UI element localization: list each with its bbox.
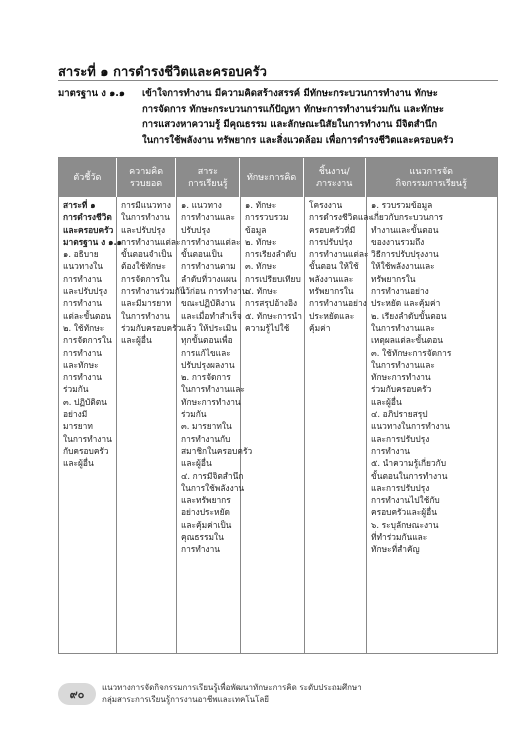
cell-line: ๑. ทักษะ [245,200,277,210]
cell-line: ๔. อภิปรายสรุป [371,409,428,420]
cell-line: กับครอบครัว [63,445,109,456]
cell-line: การทำงานแต่ละ [121,236,181,247]
cell-line: การทำงานแต่ละ [181,236,241,247]
cell-line: การทำงาน [63,273,103,284]
cell-line: การทำงานแต่ละ [309,249,369,260]
cell-line: ข้อมูล [245,224,267,235]
cell-line: และทรัพยากร [181,495,231,506]
cell-line: ปรับปรุงผลงาน [181,359,235,370]
cell-line: สาระที่ ๑ [63,200,96,210]
cell-line: แนวทางในการทำงาน [371,421,450,432]
table-body-row [59,197,497,653]
cell-line: สมาชิกในครอบครัว [181,445,253,456]
header-line: แนวการจัด [409,166,454,177]
cell-line: ร่วมกับครอบครัว [121,322,182,333]
footer-caption [102,682,502,706]
cell-line: และการปรับปรุง [371,482,430,493]
cell-line: และผู้อื่น [121,335,152,346]
cell-line: ทุกขั้นตอนเพื่อ [181,335,233,346]
cell-line: แล้ว ให้ประเมิน [181,322,237,333]
table-header-row [59,158,497,197]
header-concept [117,158,177,197]
cell-line: ประหยัดและ [309,310,355,321]
cell-line: การเรียงลำดับ [245,249,297,260]
cell-line: ๓. ใช้ทักษะการจัดการ [371,347,452,358]
cell-concept [117,197,186,653]
cell-line: ๑. รวบรวมข้อมูล [371,200,433,210]
cell-line: ที่ทำร่วมกันและ [371,532,428,543]
header-thinking-skills [240,158,304,197]
cell-line: การแก้ไขและ [181,347,231,358]
cell-line: การทำงานกับ [181,433,231,444]
cell-line: ๒. การจัดการ [181,372,231,383]
cell-line: ๑. อธิบาย [63,249,99,260]
cell-line: การมีแนวทาง [121,200,171,210]
cell-line: ของงานรวมถึง [371,236,425,247]
cell-line: คุณธรรมใน [181,532,224,543]
cell-line: ขั้นตอนเป็น [181,249,223,260]
header-line: กิจกรรมการเรียนรู้ [395,178,467,189]
cell-line: ๒. เรียงลำดับขั้นตอน [371,310,447,321]
standard-description [142,86,498,148]
cell-line: การเปรียบเทียบ [245,273,301,284]
page-title: สาระที่ ๑ การดำรงชีวิตและครอบครัว [58,65,267,80]
cell-line: ๕. นำความรู้เกี่ยวกับ [371,458,447,469]
cell-line: และครอบครัว [63,224,114,235]
cell-line: พลังงานและ [309,273,354,284]
cell-content [177,197,253,653]
header-line: ภาระงาน [316,178,353,189]
cell-line: การทำงาน [371,445,411,456]
title-divider [58,80,498,81]
header-indicators [59,158,117,197]
cell-line: ๒. ใช้ทักษะ [63,322,105,333]
cell-line: และทักษะ [63,359,99,370]
cell-line: การสรุปอ้างอิง [245,298,298,309]
cell-line: ต้องใช้ทักษะ [121,261,166,272]
cell-line: ๓. ทักษะ [245,261,277,272]
cell-line: ลำดับที่วางแผน [181,273,237,284]
cell-indicators [59,197,122,653]
cell-line: ในการทำงานและ [371,322,435,333]
cell-line: ในการทำงานและ [371,359,435,370]
cell-line: ร่วมกับครอบครัว [371,384,432,395]
cell-line: การจัดการใน [63,335,112,346]
cell-line: ในการทำงาน [63,433,112,444]
cell-line: ๓. มารยาทใน [181,421,232,432]
cell-line: การทำงานและ [181,212,236,223]
header-line: รวบยอด [130,178,163,189]
cell-line: ขณะปฏิบัติงาน [181,298,236,309]
cell-line: อย่างมี [63,409,88,420]
cell-line: ทักษะการทำงาน [371,372,431,383]
cell-line: ทักษะการทำงาน [181,396,241,407]
cell-line: การจัดการใน [121,273,170,284]
cell-line: และการปรับปรุง [371,433,430,444]
cell-line: การดำรงชีวิตและ [309,212,373,223]
cell-line: การทำงาน [181,544,221,555]
cell-line: ครอบครัวที่มี [309,224,356,235]
cell-line: ทำงานและขั้นตอน [371,224,439,235]
cell-line: และผู้อื่น [181,458,212,469]
cell-line: ๔. ทักษะ [245,286,278,297]
cell-line: อย่างประหยัด [181,507,230,518]
standard-label: มาตรฐาน ง ๑.๑ [58,88,125,99]
cell-line: โครงงาน [309,200,343,210]
header-line: ตัวชี้วัด [73,172,102,183]
cell-line: ปรับปรุง [181,224,211,235]
cell-line: การทำงานไปใช้กับ [371,495,440,506]
cell-line: ๖. ระบุลักษณะงาน [371,519,439,530]
cell-line: ๓. ปฏิบัติตน [63,396,107,407]
cell-line: และคุ้มค่าเป็น [181,519,232,530]
cell-line: ๔. การมีจิตสำนึก [181,470,244,481]
cell-line: ทรัพยากรใน [309,286,354,297]
cell-line: และเมื่อทำสำเร็จ [181,310,242,321]
cell-line: การทำงาน [63,372,103,383]
cell-line: และผู้อื่น [63,458,94,469]
cell-line: และมีมารยาท [121,298,172,309]
cell-line: มาตรฐาน ง ๑.๑ [63,236,122,247]
curriculum-table [58,157,498,654]
standard-line: เข้าใจการทำงาน มีความคิดสร้างสรรค์ มีทักษะกระบวนการทำงาน ทักษะ [142,88,438,99]
cell-line: การทำงาน [63,298,103,309]
cell-line: ๒. ทักษะ [245,236,277,247]
cell-line: และปรับปรุง [121,224,166,235]
footer-line: กลุ่มสาระการเรียนรู้การงานอาชีพและเทคโนโลยี [102,695,269,704]
cell-line: ครอบครัวและผู้อื่น [371,507,437,518]
cell-line: เกี่ยวกับกระบวนการ [371,212,444,223]
cell-line: การทำงานอย่าง [309,298,367,309]
cell-line: การทำงานอย่าง [371,286,429,297]
cell-line: ร่วมกัน [181,409,207,420]
standard-line: การแสวงหาความรู้ มีคุณธรรม และลักษณะนิสัยในการทำงาน มีจิตสำนึก [142,119,438,130]
cell-line: เหตุผลแต่ละขั้นตอน [371,335,443,346]
header-content [176,158,240,197]
standard-line: ในการใช้พลังงาน ทรัพยากร และสิ่งแวดล้อม เพื่อการดำรงชีวิตและครอบครัว [142,134,454,146]
cell-line: การดำรงชีวิต [63,212,112,223]
cell-line: ๑. แนวทาง [181,200,222,210]
cell-line: ให้ใช้พลังงานและ [371,261,435,272]
cell-line: ขั้นตอนจำเป็น [121,249,173,260]
cell-line: แต่ละขั้นตอน [63,310,112,321]
cell-line: ประหยัด และคุ้มค่า [371,298,441,309]
cell-line: ทรัพยากรใน [371,273,416,284]
header-line: สาระ [197,166,218,177]
cell-line: ในการทำงาน [121,310,170,321]
cell-line: การปรับปรุง [309,236,353,247]
cell-thinking-skills [241,197,305,653]
cell-line: และปรับปรุง [63,286,108,297]
cell-line: และผู้อื่น [371,396,402,407]
header-line: การเรียนรู้ [188,178,228,189]
cell-line: ในการทำงาน [121,212,170,223]
cell-line: ๕. ทักษะการนำ [245,310,302,321]
header-line: ความคิด [129,166,164,177]
cell-line: การรวบรวม [245,212,289,223]
header-workpiece [304,158,366,197]
cell-line: ทักษะที่สำคัญ [371,544,420,555]
footer-line: แนวทางการจัดกิจกรรมการเรียนรู้เพื่อพัฒนาทักษะการคิด ระดับประถมศึกษา [102,683,362,692]
cell-line: ในการทำงานและ [181,384,245,395]
header-activities [366,158,497,197]
header-line: ทักษะการคิด [246,172,297,183]
cell-line: ในการใช้พลังงาน [181,482,245,493]
cell-line: การทำงาน [63,347,103,358]
header-line: ชิ้นงาน/ [318,166,350,177]
cell-line: การทำงานร่วมกัน [121,286,186,297]
cell-line: แนวทางใน [63,261,103,272]
cell-workpiece [305,197,373,653]
cell-line: คุ้มค่า [309,322,331,333]
cell-line: ขั้นตอนในการทำงาน [371,470,448,481]
cell-line: ความรู้ไปใช้ [245,322,290,333]
cell-line: ร่วมกัน [63,384,89,395]
cell-line: การทำงานตาม [181,261,236,272]
cell-line: ไว้ก่อน การทำงาน [181,286,248,297]
page-number: ๙๐ [58,683,96,705]
cell-activities [367,197,497,653]
cell-line: มารยาท [63,421,93,432]
standard-line: การจัดการ ทักษะกระบวนการแก้ปัญหา ทักษะการทำงานร่วมกัน และทักษะ [142,103,445,115]
cell-line: ขั้นตอน ให้ใช้ [309,261,359,272]
cell-line: วิธีการปรับปรุงงาน [371,249,439,260]
